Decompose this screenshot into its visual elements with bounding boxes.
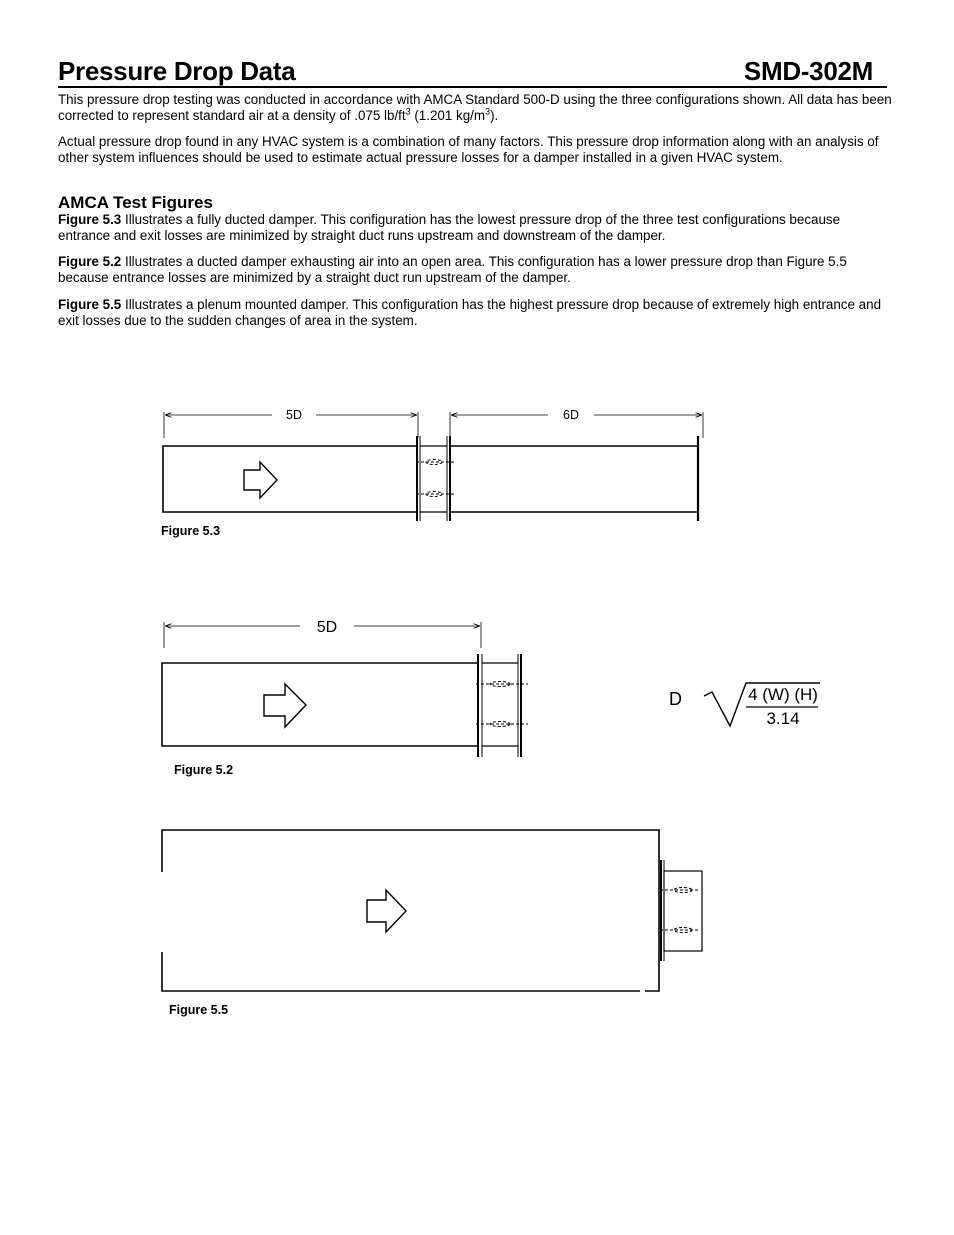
dimension-label-5d: 5D <box>286 408 302 422</box>
figure-5-3-text: Illustrates a fully ducted damper. This configuration has the lowest pressure drop of the three test configurations because entrance and exit losses are minimized by straight duct runs upstream and downstream of the damper. <box>58 212 841 243</box>
intro-text-b: (1.201 kg/m <box>410 107 486 123</box>
damper-frame <box>664 871 702 951</box>
intro-paragraph-2: Actual pressure drop found in any HVAC system is a combination of many factors. This pressure drop information along with an analysis of other system influences should be used to estimate actual pressure losses for a damper installed in a given HVAC system. <box>58 134 879 165</box>
formula-numerator: 4 (W) (H) <box>748 685 818 704</box>
downstream-duct <box>450 446 698 512</box>
intro-text-a: This pressure drop testing was conducted in accordance with AMCA Standard 500-D using the three configurations shown. All data has been corrected to represent standard air at a density of .075 lb/ft <box>58 92 892 123</box>
figure-5-5-label: Figure 5.5 <box>58 297 122 312</box>
airflow-arrow <box>244 462 277 498</box>
superscript-1: 3 <box>405 106 411 117</box>
plenum-chamber <box>162 952 640 991</box>
airflow-arrow <box>264 684 306 727</box>
airflow-arrow <box>367 890 406 932</box>
plenum-chamber <box>162 830 659 991</box>
figure-5-3 <box>161 408 703 538</box>
upstream-duct <box>162 663 478 746</box>
figure-5-2-text: Illustrates a ducted damper exhausting air into an open area. This configuration has a lower pressure drop than Figure 5.5 because entrance losses are minimized by a straight duct run upstream of the damper. <box>58 254 847 285</box>
damper-blade <box>660 888 700 893</box>
page-title: Pressure Drop Data <box>58 56 296 86</box>
figure-5-5-text: Illustrates a plenum mounted damper. This configuration has the highest pressure drop because of extremely high entrance and exit losses due to the sudden changes of area in the system. <box>58 297 882 328</box>
figure-5-5 <box>162 830 702 1017</box>
figure-5-3-label: Figure 5.3 <box>58 212 122 227</box>
dimension-label-6d: 6D <box>563 408 579 422</box>
dimension-label-5d: 5D <box>316 619 338 636</box>
formula-denominator: 3.14 <box>766 709 800 728</box>
figure-5-3-caption: Figure 5.3 <box>161 524 221 538</box>
upstream-duct <box>163 446 418 512</box>
intro-text-c: ). <box>490 107 499 123</box>
figure-5-2-caption: Figure 5.2 <box>174 763 234 777</box>
figure-5-2 <box>162 619 528 777</box>
superscript-2: 3 <box>485 106 491 117</box>
damper-blade <box>660 928 700 933</box>
figure-5-2-label: Figure 5.2 <box>58 254 122 269</box>
formula-lhs: D <box>669 689 682 709</box>
figure-5-5-caption: Figure 5.5 <box>169 1003 229 1017</box>
diameter-formula <box>669 683 820 728</box>
document-code: SMD-302M <box>743 56 873 86</box>
section-heading: AMCA Test Figures <box>58 193 213 212</box>
